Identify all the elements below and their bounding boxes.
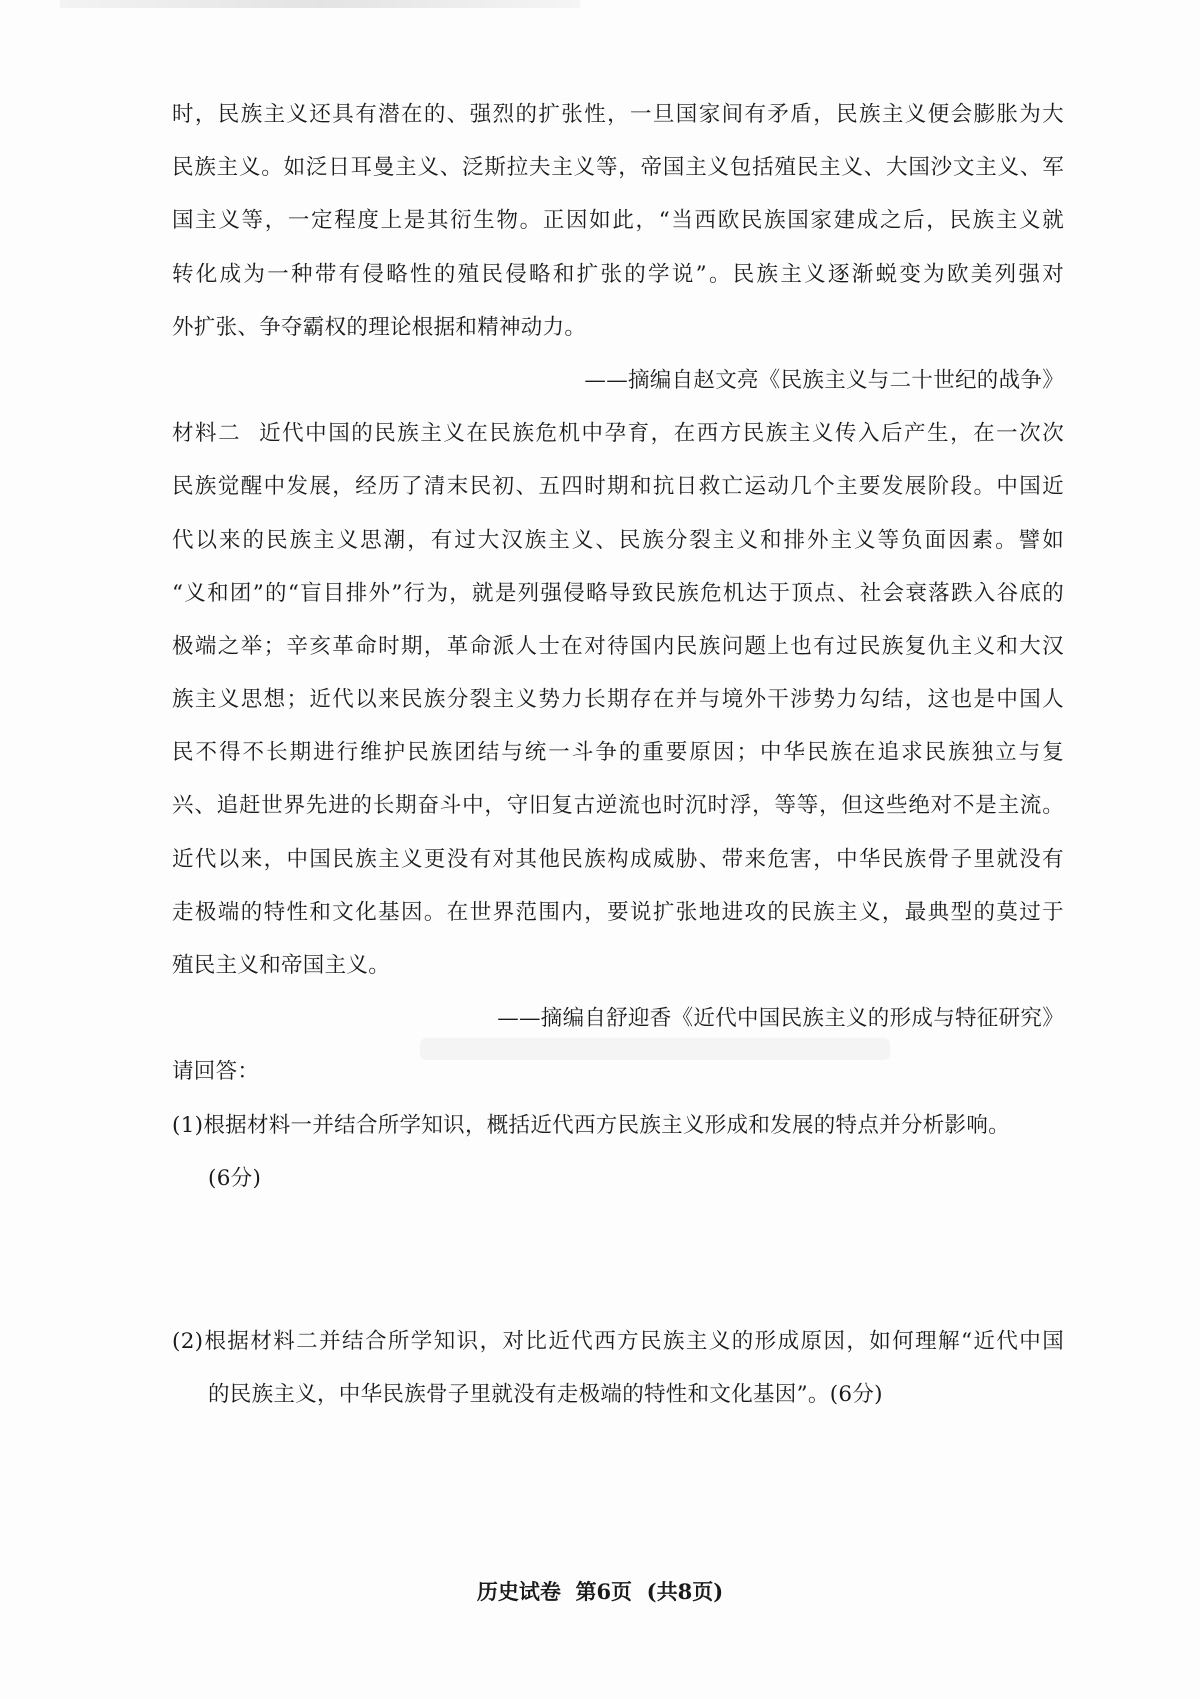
material-one-line: 转化成为一种带有侵略性的殖民侵略和扩张的学说”。民族主义逐渐蜕变为欧美列强对 <box>172 261 1064 287</box>
question-1-text: (1)根据材料一并结合所学知识，概括近代西方民族主义形成和发展的特点并分析影响。 <box>172 1112 1010 1138</box>
material-one-line: 外扩张、争夺霸权的理论根据和精神动力。 <box>172 314 587 340</box>
material-two-line: 殖民主义和帝国主义。 <box>172 953 391 978</box>
material-two-source: ——摘编自舒迎香《近代中国民族主义的形成与特征研究》 <box>497 1006 1064 1032</box>
material-one-line: 时，民族主义还具有潜在的、强烈的扩张性，一旦国家间有矛盾，民族主义便会膨胀为大 <box>172 102 1064 127</box>
material-two-line: 极端之举；辛亥革命时期，革命派人士在对待国内民族问题上也有过民族复仇主义和大汉 <box>172 633 1064 659</box>
answer-prompt: 请回答： <box>172 1059 260 1085</box>
material-two-line: 民不得不长期进行维护民族团结与统一斗争的重要原因；中华民族在追求民族独立与复 <box>172 740 1064 766</box>
material-two-first-line <box>172 407 1064 460</box>
scan-artifact <box>60 0 580 8</box>
material-two-line: 近代以来，中国民族主义更没有对其他民族构成威胁、带来危害，中华民族骨子里就没有 <box>172 846 1064 872</box>
material-two-line: 近代中国的民族主义在民族危机中孕育，在西方民族主义传入后产生，在一次次 <box>259 421 1064 447</box>
material-one-source: ——摘编自赵文亮《民族主义与二十世纪的战争》 <box>584 367 1064 393</box>
material-two-line: 民族觉醒中发展，经历了清末民初、五四时期和抗日救亡运动几个主要发展阶段。中国近 <box>172 474 1064 500</box>
answer-space-1[interactable] <box>172 1205 1064 1315</box>
material-two-line: 代以来的民族主义思潮，有过大汉族主义、民族分裂主义和排外主义等负面因素。譬如 <box>172 527 1064 553</box>
material-two-line: 族主义思想；近代以来民族分裂主义势力长期存在并与境外干涉势力勾结，这也是中国人 <box>172 687 1064 713</box>
material-one-line: 民族主义。如泛日耳曼主义、泛斯拉夫主义等，帝国主义包括殖民主义、大国沙文主义、军 <box>172 155 1064 181</box>
page-content <box>172 88 1064 1621</box>
material-two-line: “义和团”的“盲目排外”行为，就是列强侵略导致民族危机达于顶点、社会衰落跌入谷底的 <box>172 580 1064 606</box>
material-two-line: 兴、追赶世界先进的长期奋斗中，守旧复古逆流也时沉时浮，等等，但这些绝对不是主流。 <box>172 793 1064 819</box>
page-footer: 历史试卷 第6页 (共8页) <box>476 1579 724 1604</box>
material-two-label: 材料二 <box>172 421 242 447</box>
material-two-line: 走极端的特性和文化基因。在世界范围内，要说扩张地进攻的民族主义，最典型的莫过于 <box>172 899 1064 925</box>
question-1-score: (6分) <box>208 1165 262 1191</box>
question-2-text: (2)根据材料二并结合所学知识，对比近代西方民族主义的形成原因，如何理解“近代中国 <box>172 1328 1064 1354</box>
material-one-line: 国主义等，一定程度上是其衍生物。正因如此，“当西欧民族国家建成之后，民族主义就 <box>172 208 1064 234</box>
question-2-text-cont: 的民族主义，中华民族骨子里就没有走极端的特性和文化基因”。(6分) <box>208 1382 883 1408</box>
